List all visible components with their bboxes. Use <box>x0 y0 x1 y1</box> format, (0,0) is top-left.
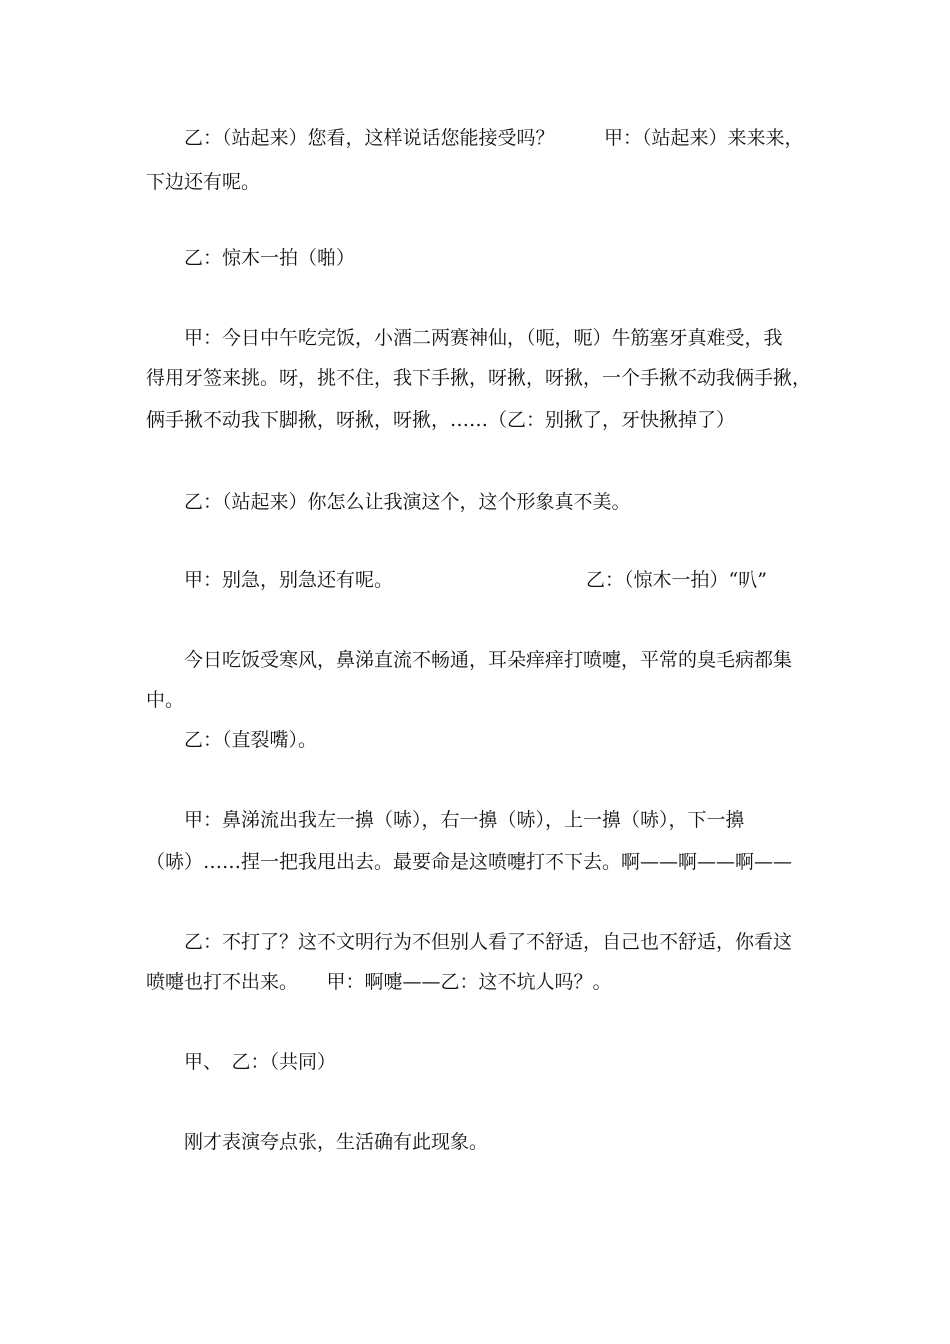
dialogue-line: 甲：今日中午吃完饭，小酒二两赛神仙，（呃，呃）牛筋塞牙真难受，我 <box>184 327 783 349</box>
dialogue-line: 甲、 乙：（共同） <box>184 1051 337 1073</box>
dialogue-line: 刚才表演夸点张，生活确有此现象。 <box>184 1131 489 1153</box>
dialogue-line: 乙：（站起来）你怎么让我演这个，这个形象真不美。 <box>184 491 631 513</box>
dialogue-line: 乙：（惊木一拍）“叭” <box>586 569 767 591</box>
dialogue-line: 乙：（站起来）您看，这样说话您能接受吗？ <box>184 127 555 149</box>
dialogue-line: 甲：鼻涕流出我左一擤（哧），右一擤（哧），上一擤（哧），下一擤 <box>184 809 745 831</box>
dialogue-line: 下边还有呢。 <box>146 171 261 193</box>
dialogue-line: 喷嚏也打不出来。 甲：啊嚏——乙：这不坑人吗？。 <box>146 971 612 993</box>
dialogue-line: 乙：不打了？这不文明行为不但别人看了不舒适，自己也不舒适，你看这 <box>184 931 793 953</box>
dialogue-line: 得用牙签来挑。呀，挑不住，我下手揪，呀揪，呀揪，一个手揪不动我俩手揪， <box>146 367 812 389</box>
dialogue-line: 甲：别急，别急还有呢。 <box>184 569 394 591</box>
dialogue-line: 俩手揪不动我下脚揪，呀揪，呀揪，……（乙：别揪了，牙快揪掉了） <box>146 409 736 431</box>
dialogue-line: 今日吃饭受寒风，鼻涕直流不畅通，耳朵痒痒打喷嚏，平常的臭毛病都集 <box>184 649 793 671</box>
dialogue-line: 甲：（站起来）来来来， <box>604 127 804 149</box>
dialogue-line: 乙：惊木一拍（啪） <box>184 247 356 269</box>
dialogue-line: （哧）……捏一把我甩出去。最要命是这喷嚏打不下去。啊——啊——啊—— <box>146 851 793 873</box>
dialogue-line: 乙：（直裂嘴）。 <box>184 729 318 751</box>
dialogue-line: 中。 <box>146 689 185 711</box>
